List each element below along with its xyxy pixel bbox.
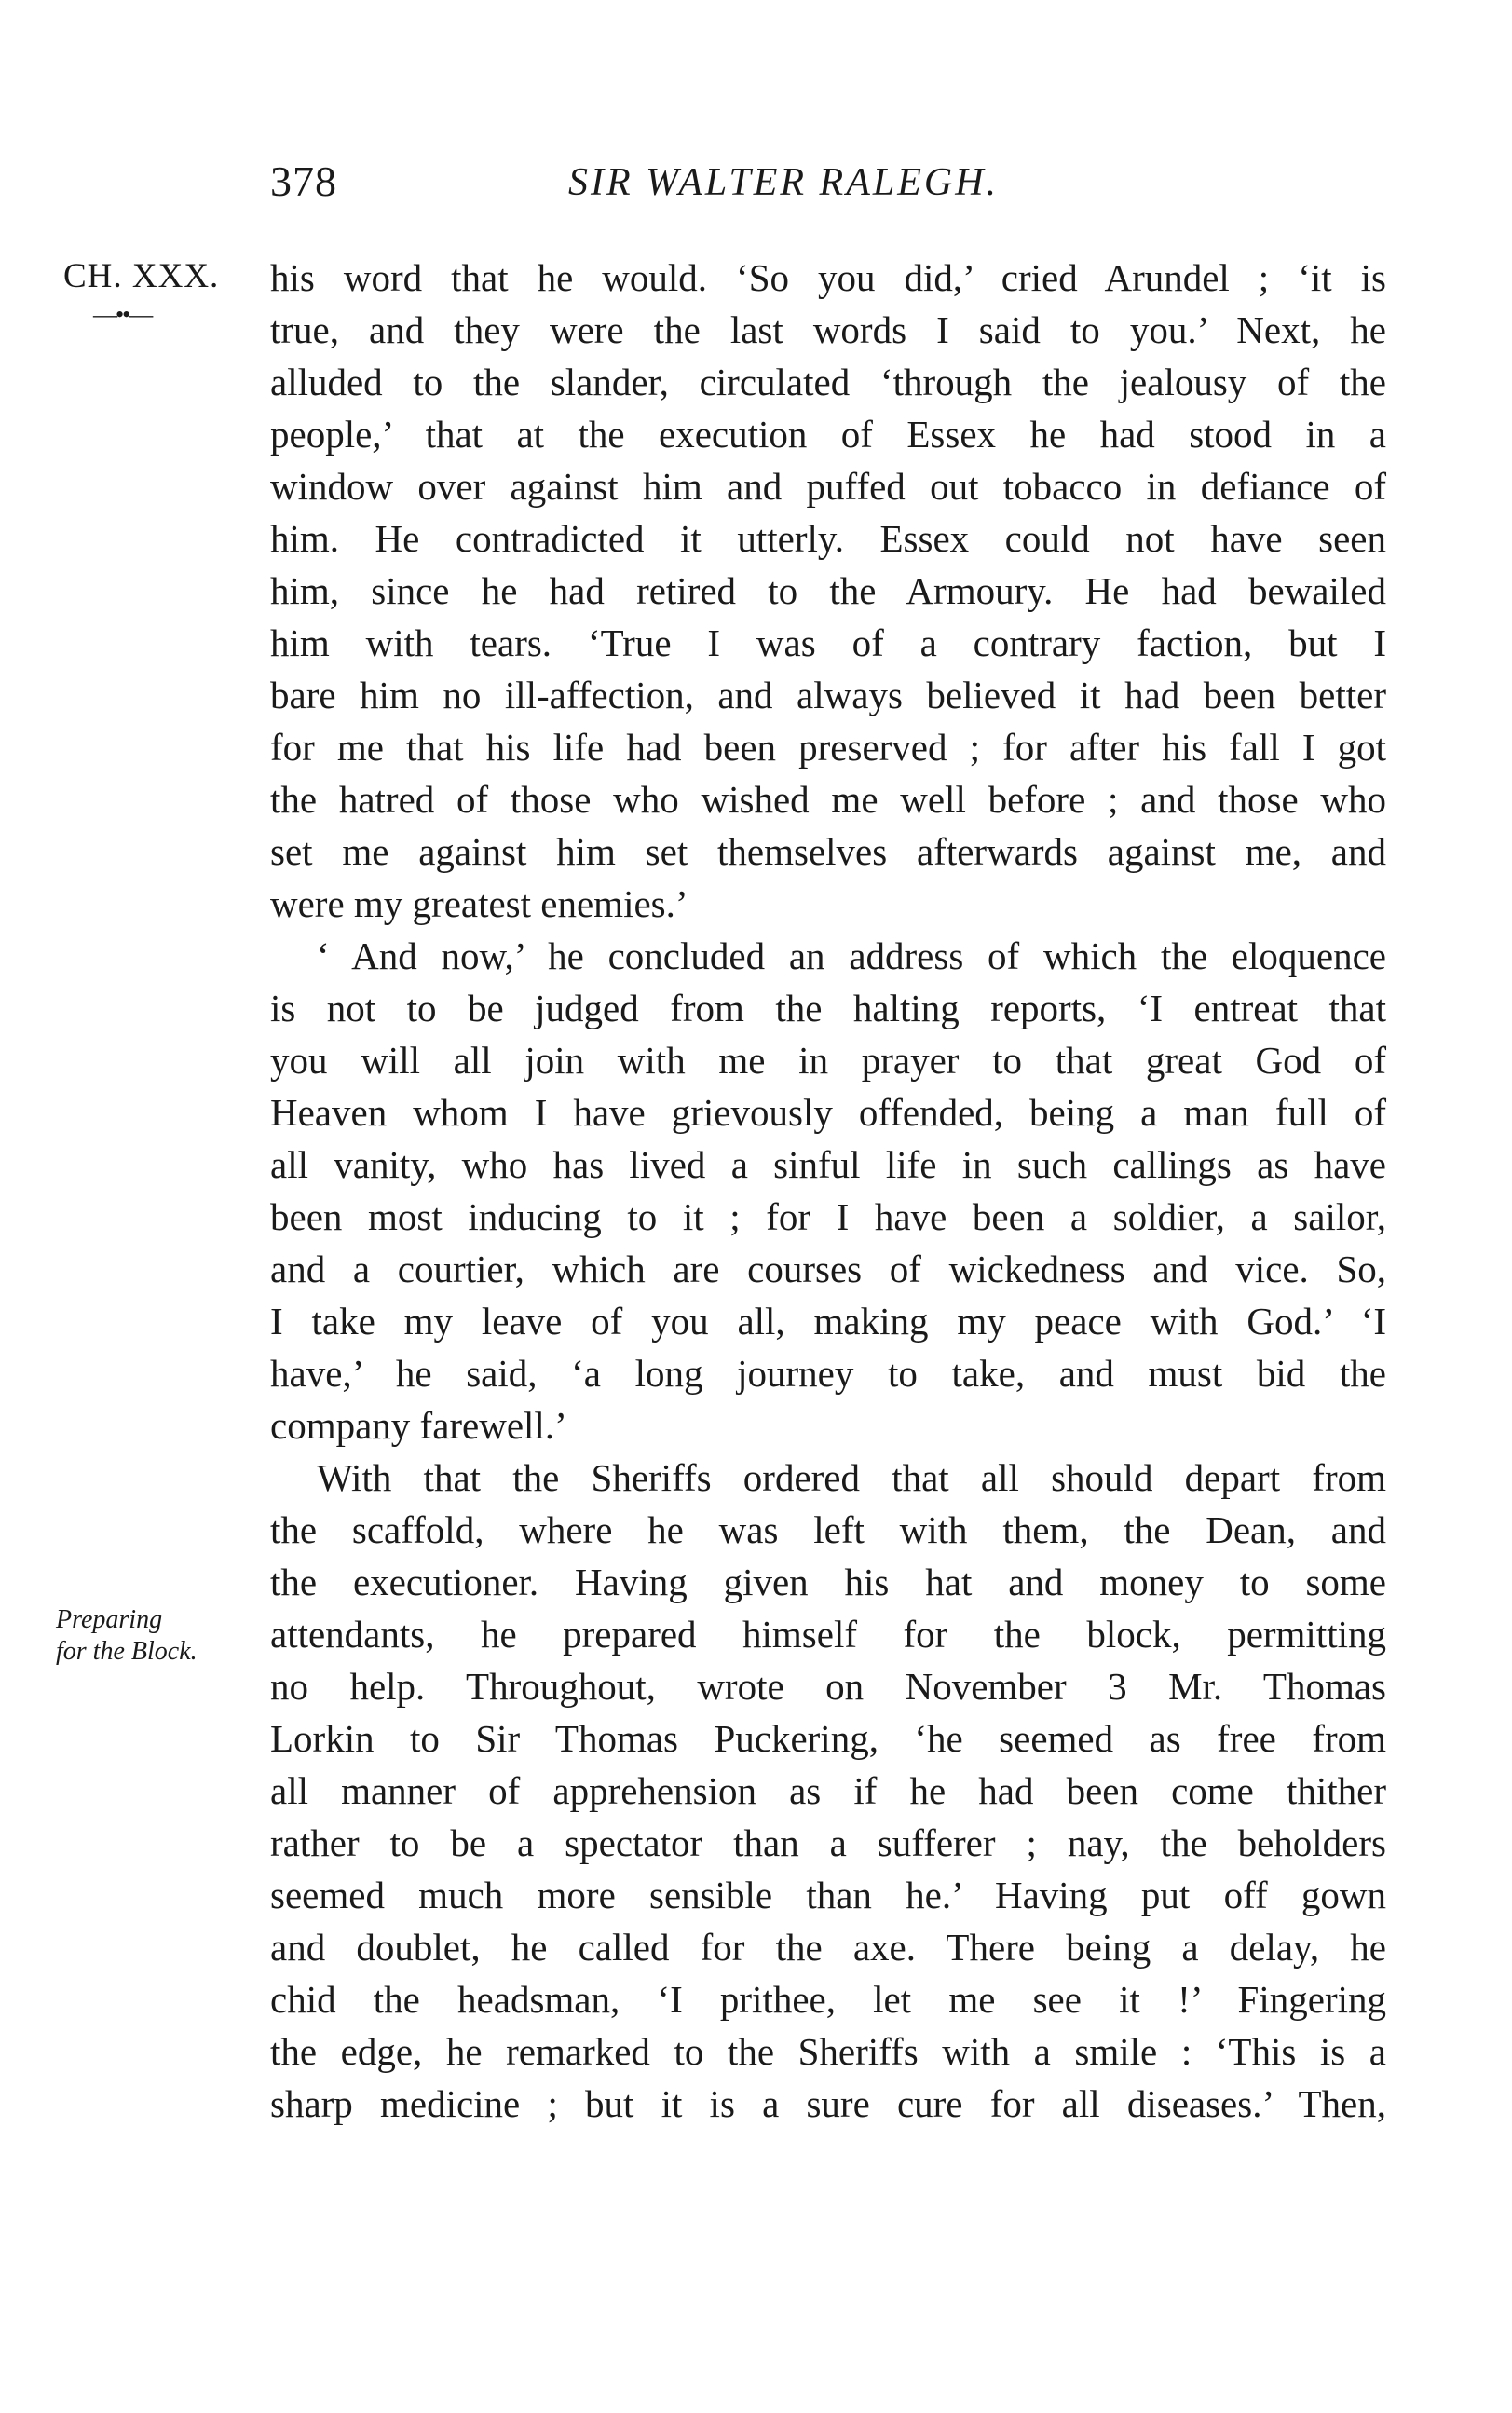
text-line: all manner of apprehension as if he had been come thither: [270, 1769, 1386, 1812]
text-line: people,’ that at the execution of Essex he had stood in a: [270, 413, 1386, 456]
text-line: the hatred of those who wished me well before ; and those who: [270, 778, 1386, 821]
text-line: ‘ And now,’ he concluded an address of which the eloquence: [317, 934, 1386, 977]
page-number: 378: [270, 157, 337, 205]
text-line: Heaven whom I have grievously offended, being a man full of: [270, 1091, 1386, 1134]
text-line: all vanity, who has lived a sinful life in such callings as have: [270, 1143, 1386, 1186]
text-line: the executioner. Having given his hat and money to some: [270, 1561, 1386, 1603]
text-line: is not to be judged from the halting reports, ‘I entreat that: [270, 987, 1386, 1029]
margin-sidenote: [56, 1604, 270, 1668]
text-line: set me against him set themselves afterwards against me, and: [270, 830, 1386, 873]
text-line: the scaffold, where he was left with them, the Dean, and: [270, 1508, 1386, 1551]
text-line: you will all join with me in prayer to that great God of: [270, 1039, 1386, 1082]
text-line: Lorkin to Sir Thomas Puckering, ‘he seemed as free from: [270, 1717, 1386, 1760]
page-header: [270, 157, 1090, 212]
text-line: been most inducing to it ; for I have been a soldier, a sailor,: [270, 1195, 1386, 1238]
text-line: company farewell.’: [270, 1404, 567, 1447]
text-line: him, since he had retired to the Armoury. He had bewailed: [270, 569, 1386, 612]
text-line: and doublet, he called for the axe. There being a delay, he: [270, 1926, 1386, 1969]
running-title: SIR WALTER RALEGH.: [568, 161, 1000, 204]
text-line: seemed much more sensible than he.’ Having put off gown: [270, 1874, 1386, 1916]
text-line: him with tears. ‘True I was of a contrary faction, but I: [270, 621, 1386, 664]
sidenote-line: Preparing: [56, 1605, 163, 1634]
text-line: him. He contradicted it utterly. Essex could not have seen: [270, 517, 1386, 560]
text-line: the edge, he remarked to the Sheriffs with a smile : ‘This is a: [270, 2030, 1386, 2073]
text-line: have,’ he said, ‘a long journey to take, and must bid the: [270, 1352, 1386, 1395]
text-line: and a courtier, which are courses of wickedness and vice. So,: [270, 1247, 1386, 1290]
text-line: attendants, he prepared himself for the block, permitting: [270, 1613, 1386, 1656]
chapter-label: CH. XXX.: [63, 257, 220, 295]
text-line: sharp medicine ; but it is a sure cure for all diseases.’ Then,: [270, 2082, 1386, 2125]
text-line: rather to be a spectator than a sufferer ; nay, the beholders: [270, 1821, 1386, 1864]
text-line: his word that he would. ‘So you did,’ cried Arundel ; ‘it is: [270, 256, 1386, 299]
sidenote-line: for the Block.: [56, 1637, 198, 1666]
body-text: [270, 252, 1386, 2130]
ornament-dash: —••—: [93, 301, 152, 328]
text-line: bare him no ill-affection, and always believed it had been better: [270, 674, 1386, 716]
text-line: alluded to the slander, circulated ‘through the jealousy of the: [270, 361, 1386, 403]
text-line: were my greatest enemies.’: [270, 882, 688, 925]
text-line: for me that his life had been preserved ; for after his fall I got: [270, 726, 1386, 769]
text-line: With that the Sheriffs ordered that all should depart from: [317, 1456, 1386, 1499]
text-line: I take my leave of you all, making my peace with God.’ ‘I: [270, 1300, 1386, 1343]
text-line: true, and they were the last words I said to you.’ Next, he: [270, 308, 1386, 351]
text-line: window over against him and puffed out tobacco in defiance of: [270, 465, 1386, 508]
text-line: chid the headsman, ‘I prithee, let me see it !’ Fingering: [270, 1978, 1386, 2021]
text-line: no help. Throughout, wrote on November 3 Mr. Thomas: [270, 1665, 1386, 1708]
